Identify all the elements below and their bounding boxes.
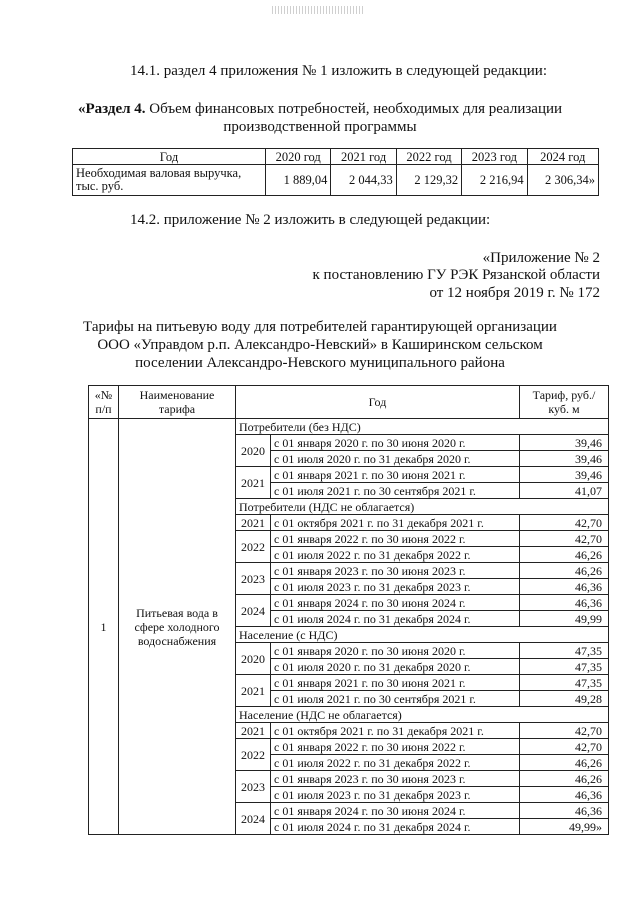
value-2020: 1 889,04: [266, 165, 331, 196]
tariff-value: 42,70: [520, 739, 609, 755]
tariff-value: 39,46: [520, 451, 609, 467]
tariff-value: 46,26: [520, 563, 609, 579]
period-cell: с 01 января 2022 г. по 30 июня 2022 г.: [271, 531, 520, 547]
period-cell: с 01 июля 2022 г. по 31 декабря 2022 г.: [271, 547, 520, 563]
period-cell: с 01 октября 2021 г. по 31 декабря 2021 г.: [271, 515, 520, 531]
scan-artifact: [272, 6, 364, 14]
header-2023: 2023 год: [462, 149, 527, 165]
year-cell: 2024: [236, 803, 271, 835]
header-name: Наименование тарифа: [119, 386, 236, 419]
tariff-value: 46,26: [520, 755, 609, 771]
title-line2: ООО «Управдом р.п. Александро-Невский» в Каширинском сельском: [97, 337, 543, 353]
period-cell: с 01 июля 2021 г. по 30 сентября 2021 г.: [271, 483, 520, 499]
tariff-value: 49,28: [520, 691, 609, 707]
group-label: Потребители (НДС не облагается): [236, 499, 609, 515]
period-cell: с 01 января 2020 г. по 30 июня 2020 г.: [271, 435, 520, 451]
year-cell: 2021: [236, 467, 271, 499]
value-2024: 2 306,34»: [527, 165, 598, 196]
tariff-header-row: [89, 386, 609, 419]
paragraph-14-1: 14.1. раздел 4 приложения № 1 изложить в следующей редакции:: [130, 63, 547, 79]
tariff-value: 39,46: [520, 435, 609, 451]
period-cell: с 01 января 2020 г. по 30 июня 2020 г.: [271, 643, 520, 659]
row-number: 1: [89, 419, 119, 835]
tariff-value: 42,70: [520, 515, 609, 531]
period-cell: с 01 июля 2023 г. по 31 декабря 2023 г.: [271, 787, 520, 803]
period-cell: с 01 июля 2020 г. по 31 декабря 2020 г.: [271, 659, 520, 675]
period-cell: с 01 июля 2022 г. по 31 декабря 2022 г.: [271, 755, 520, 771]
period-cell: с 01 января 2023 г. по 30 июня 2023 г.: [271, 563, 520, 579]
tariff-table-body: [89, 386, 609, 835]
period-cell: с 01 января 2022 г. по 30 июня 2022 г.: [271, 739, 520, 755]
period-cell: с 01 июля 2023 г. по 31 декабря 2023 г.: [271, 579, 520, 595]
year-cell: 2021: [236, 675, 271, 707]
year-cell: 2023: [236, 771, 271, 803]
tariff-value: 47,35: [520, 675, 609, 691]
section-heading: [0, 100, 640, 118]
financial-needs-table: [72, 148, 599, 196]
appendix-line2: к постановлению ГУ РЭК Рязанской области: [312, 267, 600, 283]
table-row: [73, 165, 599, 196]
tariff-value: 49,99: [520, 611, 609, 627]
paragraph-14-2: 14.2. приложение № 2 изложить в следующей редакции:: [130, 212, 491, 228]
header-2022: 2022 год: [396, 149, 461, 165]
period-cell: с 01 января 2024 г. по 30 июня 2024 г.: [271, 595, 520, 611]
table-header-row: [73, 149, 599, 165]
tariff-value: 49,99»: [520, 819, 609, 835]
appendix-line3: от 12 ноября 2019 г. № 172: [429, 285, 600, 301]
tariff-name: Питьевая вода в сфере холодного водоснабжения: [119, 419, 236, 835]
group-label: Потребители (без НДС): [236, 419, 609, 435]
section-heading-bold: «Раздел 4.: [77, 101, 146, 117]
year-cell: 2022: [236, 531, 271, 563]
year-cell: 2021: [236, 723, 271, 739]
tariff-value: 47,35: [520, 659, 609, 675]
period-cell: с 01 октября 2021 г. по 31 декабря 2021 г.: [271, 723, 520, 739]
header-2024: 2024 год: [527, 149, 598, 165]
period-cell: с 01 января 2023 г. по 30 июня 2023 г.: [271, 771, 520, 787]
row-label: Необходимая валовая выручка, тыс. руб.: [73, 165, 266, 196]
tariff-value: 46,26: [520, 547, 609, 563]
period-cell: с 01 июля 2024 г. по 31 декабря 2024 г.: [271, 611, 520, 627]
group-label: Население (НДС не облагается): [236, 707, 609, 723]
period-cell: с 01 июля 2021 г. по 30 сентября 2021 г.: [271, 691, 520, 707]
tariff-value: 46,36: [520, 803, 609, 819]
period-cell: с 01 июля 2020 г. по 31 декабря 2020 г.: [271, 451, 520, 467]
tariff-value: 42,70: [520, 723, 609, 739]
tariff-value: 47,35: [520, 643, 609, 659]
section-heading-text: Объем финансовых потребностей, необходимых для реализации: [145, 101, 563, 117]
tariff-value: 46,36: [520, 787, 609, 803]
group-label: Население (с НДС): [236, 627, 609, 643]
group-row: [89, 419, 609, 435]
period-cell: с 01 июля 2024 г. по 31 декабря 2024 г.: [271, 819, 520, 835]
year-cell: 2024: [236, 595, 271, 627]
year-cell: 2020: [236, 435, 271, 467]
tariff-value: 41,07: [520, 483, 609, 499]
header-tariff: Тариф, руб./куб. м: [520, 386, 609, 419]
tariff-value: 39,46: [520, 467, 609, 483]
year-cell: 2020: [236, 643, 271, 675]
title-line1: Тарифы на питьевую воду для потребителей гарантирующей организации: [83, 319, 557, 335]
header-2020: 2020 год: [266, 149, 331, 165]
value-2021: 2 044,33: [331, 165, 396, 196]
title-line3: поселении Александро-Невского муниципального района: [135, 355, 505, 371]
period-cell: с 01 января 2021 г. по 30 июня 2021 г.: [271, 675, 520, 691]
period-cell: с 01 января 2021 г. по 30 июня 2021 г.: [271, 467, 520, 483]
tariff-value: 46,36: [520, 579, 609, 595]
tariff-value: 42,70: [520, 531, 609, 547]
value-2023: 2 216,94: [462, 165, 527, 196]
year-cell: 2023: [236, 563, 271, 595]
value-2022: 2 129,32: [396, 165, 461, 196]
year-cell: 2022: [236, 739, 271, 771]
section-heading-line2: производственной программы: [223, 119, 417, 135]
year-cell: 2021: [236, 515, 271, 531]
tariff-value: 46,26: [520, 771, 609, 787]
appendix-line1: «Приложение № 2: [482, 250, 600, 266]
tariff-table: [88, 385, 609, 835]
header-year: Год: [236, 386, 520, 419]
tariff-value: 46,36: [520, 595, 609, 611]
header-num: «№ п/п: [89, 386, 119, 419]
period-cell: с 01 января 2024 г. по 30 июня 2024 г.: [271, 803, 520, 819]
header-year: Год: [73, 149, 266, 165]
header-2021: 2021 год: [331, 149, 396, 165]
